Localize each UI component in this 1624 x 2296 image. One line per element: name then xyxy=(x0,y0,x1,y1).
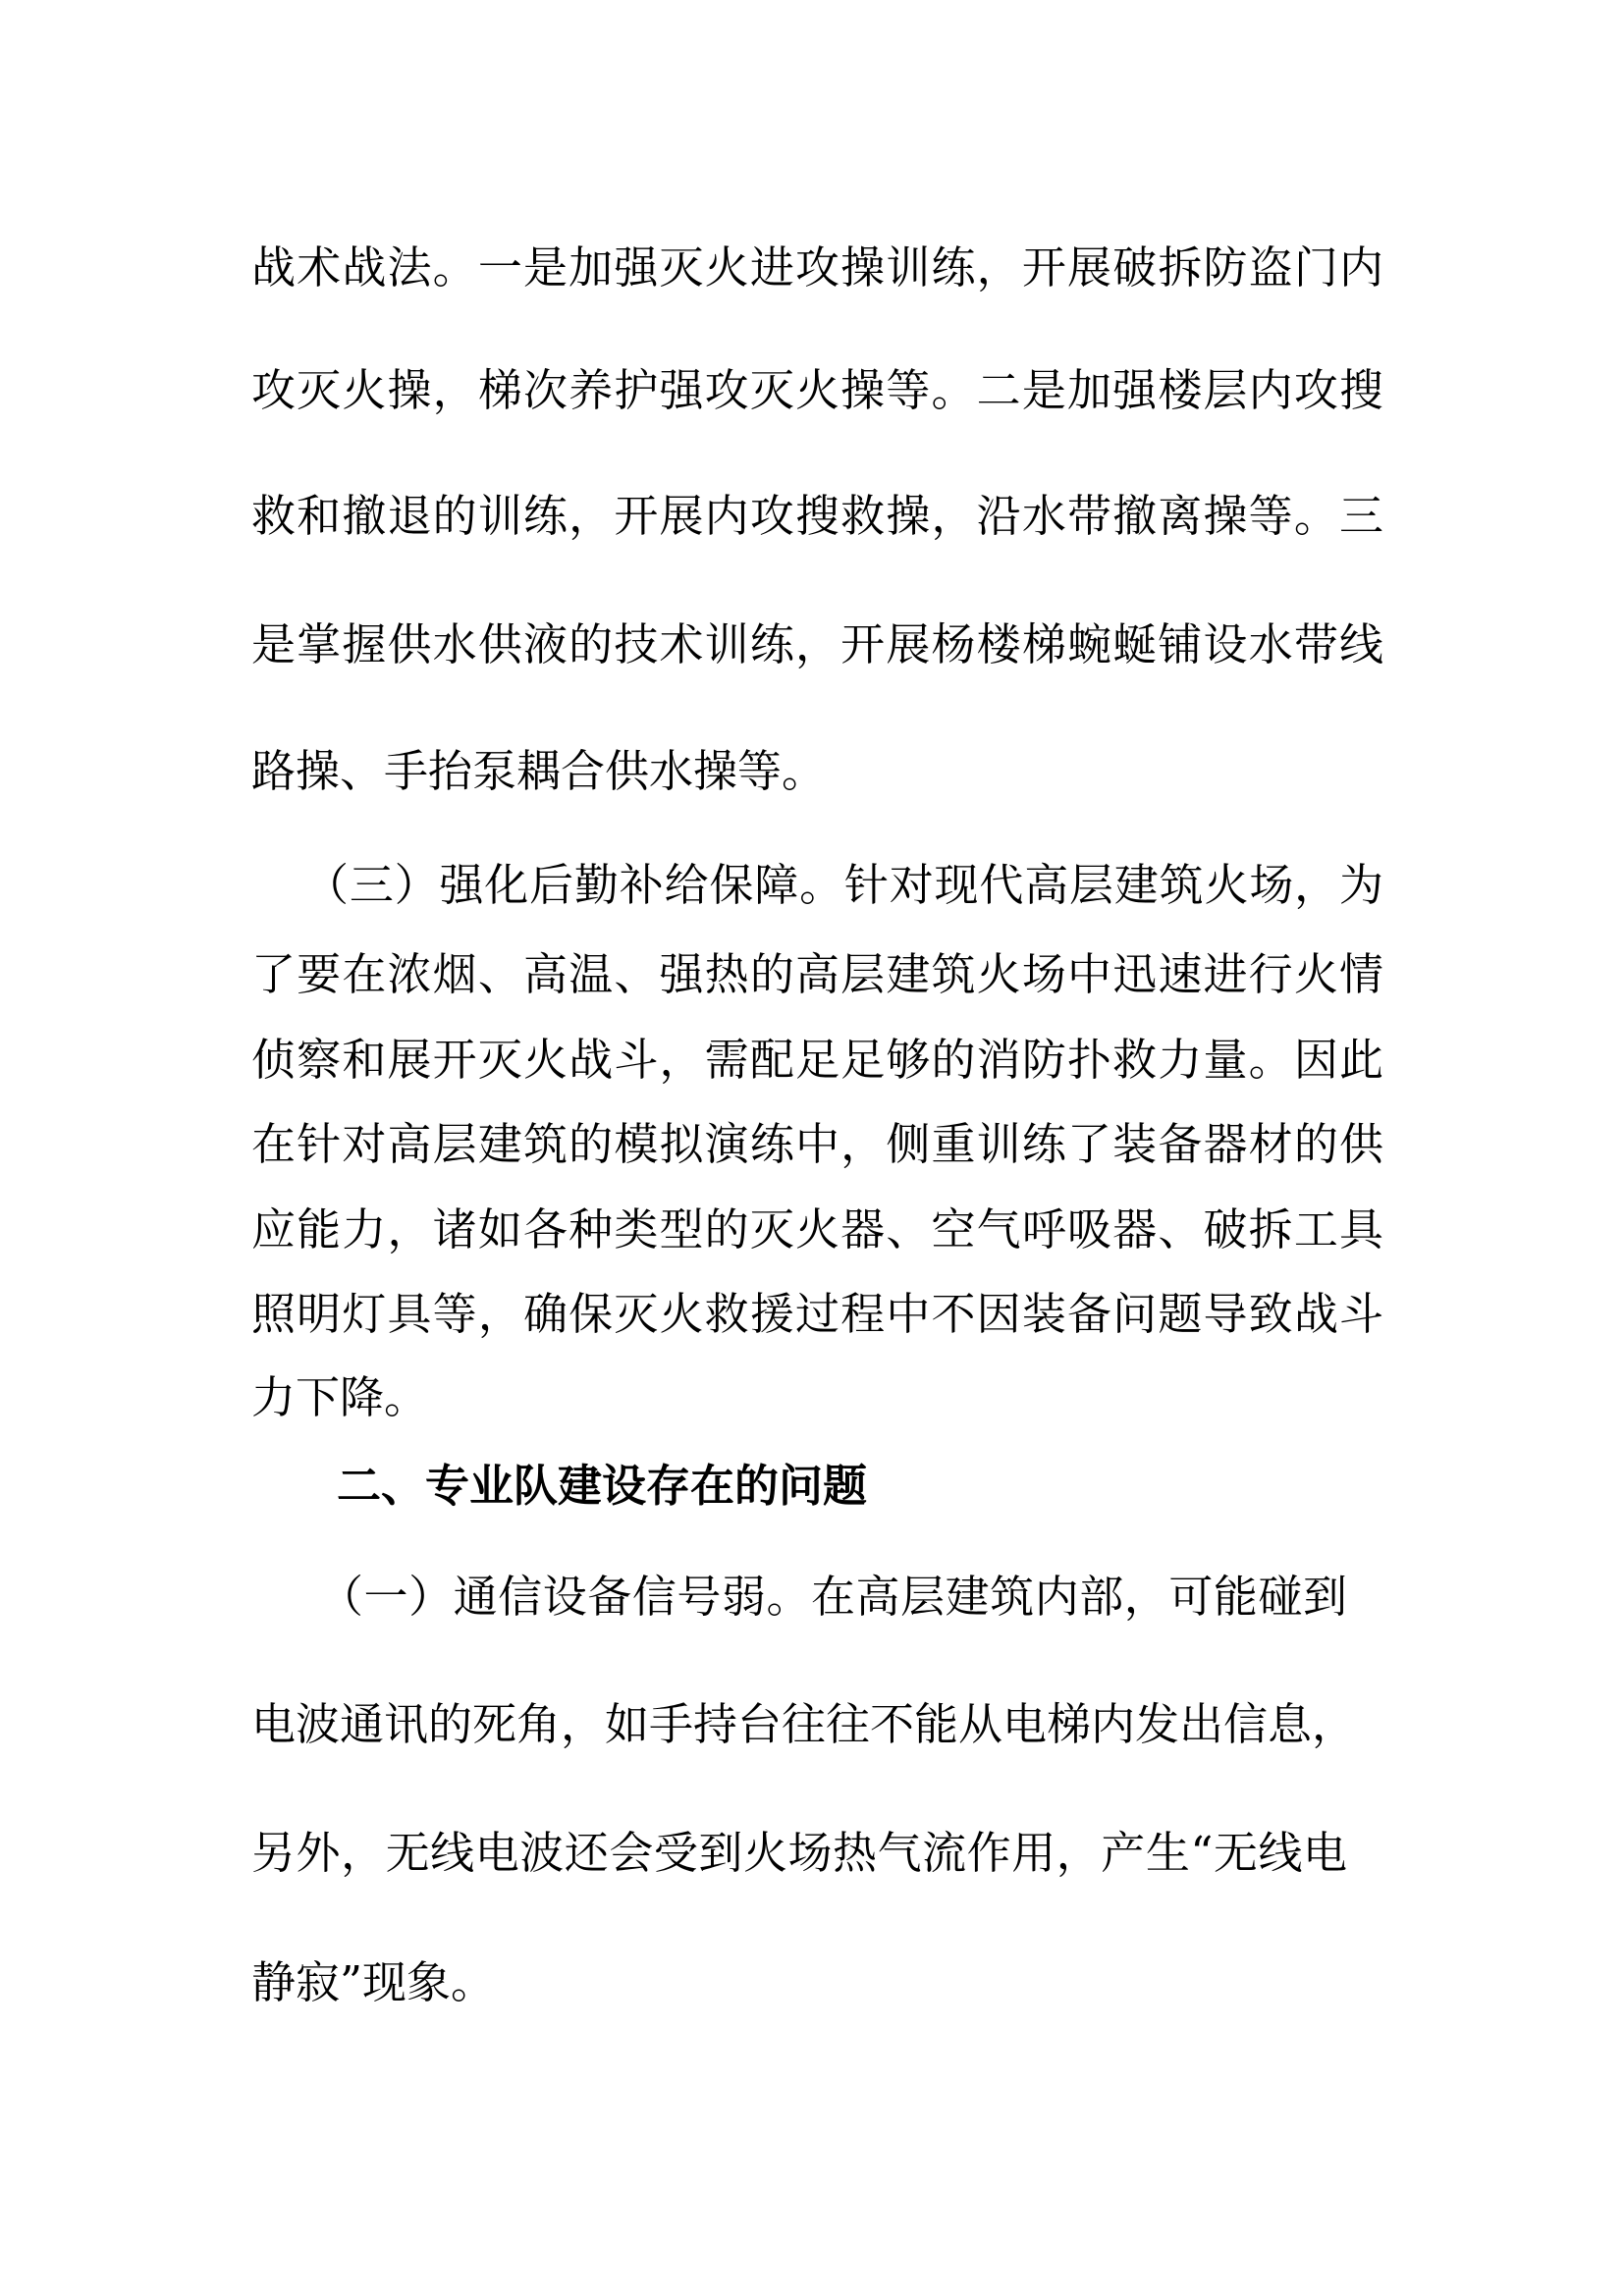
text-line: 攻灭火操，梯次养护强攻灭火操等。二是加强楼层内攻搜 xyxy=(251,364,1383,416)
text-line: 在针对高层建筑的模拟演练中，侧重训练了装备器材的供 xyxy=(251,1118,1383,1170)
text-line: （一）通信设备信号弱。在高层建筑内部，可能碰到 xyxy=(319,1571,1347,1623)
text-line: 另外，无线电波还会受到火场热气流作用，产生“无线电 xyxy=(251,1827,1347,1879)
text-line: 了要在浓烟、高温、强热的高层建筑火场中迅速进行火情 xyxy=(251,948,1383,1000)
text-line: 是掌握供水供液的技术训练，开展杨楼梯蜿蜒铺设水带线 xyxy=(251,618,1383,670)
section-heading: 二、专业队建设存在的问题 xyxy=(337,1460,868,1512)
text-line: 力下降。 xyxy=(251,1371,429,1423)
text-line: 救和撤退的训练，开展内攻搜救操，沿水带撤离操等。三 xyxy=(251,490,1383,542)
text-line: 战术战法。一是加强灭火进攻操训练，开展破拆防盗门内 xyxy=(251,241,1383,294)
text-line: （三）强化后勤补给保障。针对现代高层建筑火场，为 xyxy=(304,859,1383,911)
text-line: 静寂”现象。 xyxy=(251,1956,496,2008)
text-line: 应能力，诸如各种类型的灭火器、空气呼吸器、破拆工具 xyxy=(251,1203,1383,1255)
text-line: 电波通讯的死角，如手持台往往不能从电梯内发出信息， xyxy=(251,1698,1357,1750)
text-line: 路操、手抬泵耦合供水操等。 xyxy=(251,745,827,797)
text-line: 侦察和展开灭火战斗，需配足足够的消防扑救力量。因此 xyxy=(251,1034,1383,1086)
text-line: 照明灯具等，确保灭火救援过程中不因装备问题导致战斗 xyxy=(251,1288,1383,1340)
